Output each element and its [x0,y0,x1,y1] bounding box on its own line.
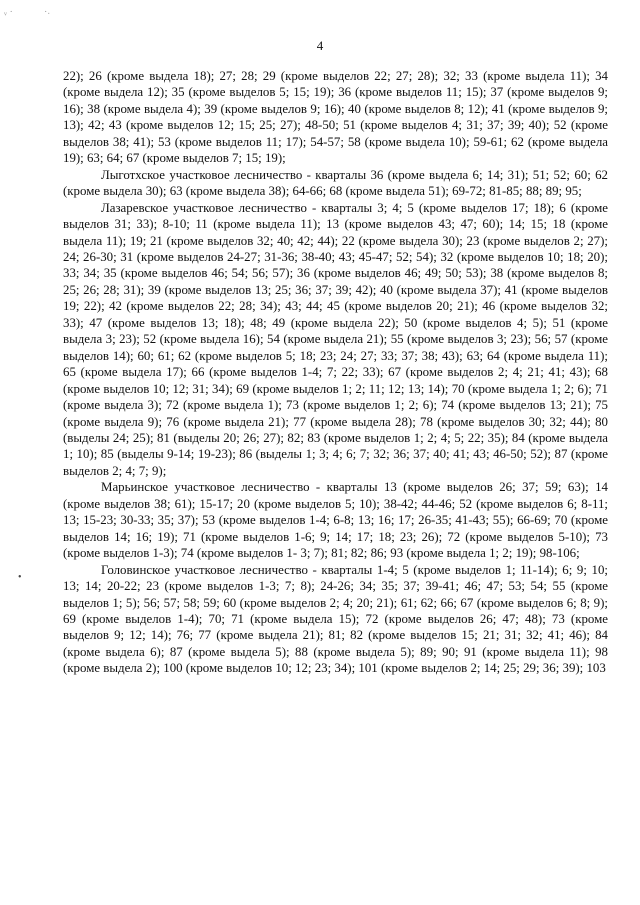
paragraph-lygotkh: Лыготхское участковое лесничество - кварталы 36 (кроме выдела 6; 14; 31); 51; 52; 60; 62 (кроме выдела 30); 63 (кроме выдела 38); 64-66; 68 (кроме выдела 51); 69-72; 81-85; 88; 89; 95; [63,167,608,199]
paragraph-continuation: 22); 26 (кроме выдела 18); 27; 28; 29 (кроме выделов 22; 27; 28); 32; 33 (кроме выдела 11); 34 (кроме выдела 12); 35 (кроме выделов 5; 15; 19); 36 (кроме выделов 11; 15); 37 (кроме выделов 9; 16); 38 (кроме выдела 4); 39 (кроме выделов 9; 16); 40 (кроме выделов 8; 12); 41 (кроме выделов 9; 13); 42; 43 (кроме выделов 12; 15; 25; 27); 48-50; 51 (кроме выделов 4; 31; 37; 39; 40); 52 (кроме выделов 38; 41); 53 (кроме выделов 11; 17); 54-57; 58 (кроме выдела 10); 59-61; 62 (кроме выдела 19); 63; 64; 67 (кроме выделов 7; 15; 19); [63,69,608,166]
page-number: 4 [316,38,324,53]
paragraph-golovinskoe: Головинское участковое лесничество - кварталы 1-4; 5 (кроме выделов 1; 11-14); 6; 9; 10; 13; 14; 20-22; 23 (кроме выделов 1-3; 7; 8); 24-26; 34; 35; 37; 39-41; 46; 47; 53; 54; 55 (кроме выделов 1; 5); 56; 57; 58; 59; 60 (кроме выделов 2; 4; 20; 21); 61; 62; 66; 67 (кроме выделов 6; 8; 9); 69 (кроме выделов 1-4); 70; 71 (кроме выдела 15); 72 (кроме выделов 26; 47; 48); 73 (кроме выделов 9; 12; 14); 76; 77 (кроме выдела 21); 81; 82 (кроме выделов 15; 21; 31; 32; 41; 46); 84 (кроме выдела 6); 87 (кроме выдела 5); 88 (кроме выдела 5); 89; 90; 91 (кроме выдела 11); 98 (кроме выдела 2); 100 (кроме выделов 10; 12; 23; 34); 101 (кроме выделов 2; 14; 25; 29; 36; 39); 103 [63,562,608,676]
scan-mark: ˙ˑ [44,10,51,21]
paragraph-lazarevskoe: Лазаревское участковое лесничество - кварталы 3; 4; 5 (кроме выделов 17; 18); 6 (кроме выделов 31; 33); 8-10; 11 (кроме выдела 11); 13 (кроме выделов 43; 47; 60); 14; 15; 18 (кроме выдела 11); 19; 21 (кроме выделов 32; 40; 42; 44); 22 (кроме выдела 30); 23 (кроме выделов 2; 27); 24; 26-30; 31 (кроме выделов 24-27; 31-36; 38-40; 43; 45-47; 52; 54); 32 (кроме выделов 10; 18; 20); 33; 34; 35 (кроме выделов 46; 54; 56; 57); 36 (кроме выделов 46; 49; 50; 53); 38 (кроме выделов 8; 25; 26; 28; 31); 39 (кроме выделов 13; 25; 36; 37; 39; 42); 40 (кроме выдела 37); 41 (кроме выделов 19; 22); 42 (кроме выделов 22; 28; 34); 43; 44; 45 (кроме выделов 20; 21); 46 (кроме выделов 32; 33); 47 (кроме выделов 13; 18); 48; 49 (кроме выдела 22); 50 (кроме выделов 4; 5); 51 (кроме выдела 3; 23); 52 (кроме выдела 16); 54 (кроме выдела 21); 55 (кроме выделов 3; 23); 56; 57 (кроме выделов 14); 60; 61; 62 (кроме выделов 5; 18; 23; 24; 27; 33; 37; 38; 43); 63; 64 (кроме выдела 11); 65 (кроме выдела 17); 66 (кроме выделов 1-4; 7; 22; 33); 67 (кроме выделов 2; 4; 21; 41; 43); 68 (кроме выделов 10; 12; 31; 34); 69 (кроме выделов 1; 2; 11; 12; 13; 14); 70 (кроме выдела 1; 2; 6); 71 (кроме выдела 3); 72 (кроме выдела 1); 73 (кроме выделов 1; 2; 6); 74 (кроме выделов 13; 21); 75 (кроме выдела 9); 76 (кроме выдела 21); 77 (кроме выдела 28); 78 (кроме выделов 30; 32; 44); 80 (выделы 24; 25); 81 (выделы 20; 26; 27); 82; 83 (кроме выделов 1; 2; 4; 5; 22; 35); 84 (кроме выдела 1; 10); 85 (выделы 9-14; 19-23); 86 (выделы 1; 3; 4; 6; 7; 32; 36; 37; 40; 41; 43; 46-50; 52); 87 (кроме выделов 2; 4; 7; 9); [63,200,608,478]
paragraph-maryinskoe: Марьинское участковое лесничество - кварталы 13 (кроме выделов 26; 37; 59; 63); 14 (кроме выделов 38; 61); 15-17; 20 (кроме выделов 5; 10); 38-42; 44-46; 52 (кроме выделов 6; 8-11; 13; 15-23; 30-33; 35; 37); 53 (кроме выделов 1-4; 6-8; 13; 16; 17; 26-35; 41-43; 55); 66-69; 70 (кроме выделов 14; 16; 19); 71 (кроме выделов 1-6; 9; 14; 17; 18; 23; 26); 72 (кроме выделов 5-10); 73 (кроме выделов 1-3); 74 (кроме выделов 1- 3; 7); 81; 82; 86; 93 (кроме выдела 1; 2; 19); 98-106; [63,480,608,561]
document-body [63,68,608,677]
scan-mark: ᵛ ˙ [4,10,13,21]
scan-mark: • [18,572,22,583]
